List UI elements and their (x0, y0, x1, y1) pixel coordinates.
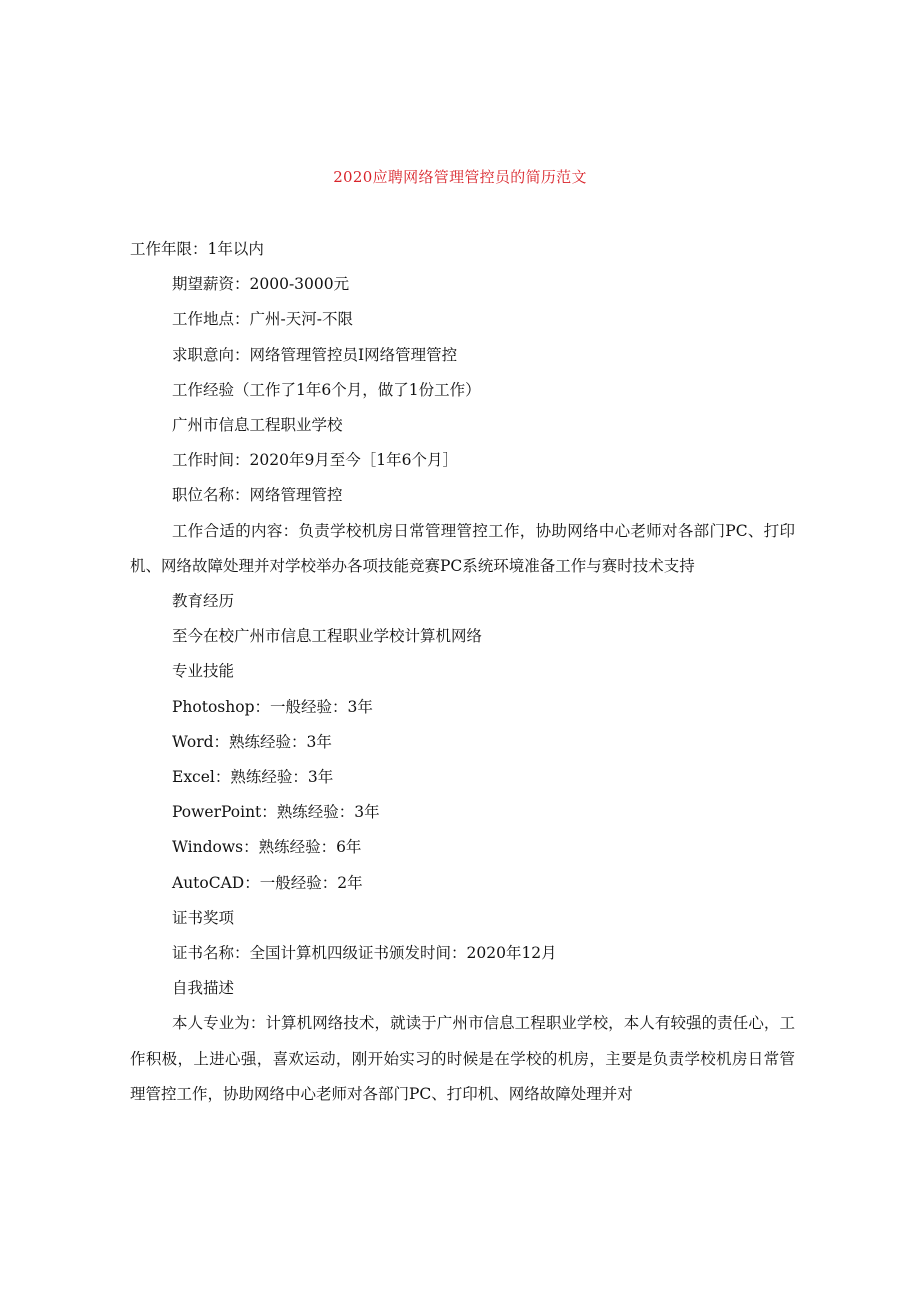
skill-item: AutoCAD：一般经验：2年 (172, 873, 363, 892)
job-intention-line: 求职意向：网络管理管控员I网络管理管控 (172, 345, 458, 364)
education-detail: 至今在校广州市信息工程职业学校计算机网络 (172, 627, 483, 646)
skill-item: Photoshop：一般经验：3年 (172, 697, 373, 716)
job-content-paragraph: 工作合适的内容：负责学校机房日常管理管控工作，协助网络中心老师对各部门PC、打印机、网络故障处理并对学校举办各项技能竞赛PC系统环境准备工作与赛时技术支持 (130, 521, 795, 575)
education-heading: 教育经历 (172, 592, 235, 611)
skill-item: Word：熟练经验：3年 (172, 732, 332, 751)
skill-item: Windows：熟练经验：6年 (172, 838, 362, 857)
self-description-heading: 自我描述 (172, 979, 235, 998)
work-years-line: 工作年限：1年以内 (130, 240, 264, 258)
skills-heading: 专业技能 (172, 662, 235, 681)
self-description-paragraph: 本人专业为：计算机网络技术，就读于广州市信息工程职业学校，本人有较强的责任心，工作积极，上进心强，喜欢运动，刚开始实习的时候是在学校的机房，主要是负责学校机房日常管理管控工作，协助网络中心老师对各部门PC、打印机、网络故障处理并对 (130, 1014, 795, 1103)
work-experience-line: 工作经验（工作了1年6个月，做了1份工作） (172, 380, 481, 399)
employer-line: 广州市信息工程职业学校 (172, 416, 343, 435)
skill-item: PowerPoint：熟练经验：3年 (172, 803, 380, 822)
skill-item: Excel：熟练经验：3年 (172, 768, 334, 787)
resume-body (130, 232, 795, 1112)
position-title-line: 职位名称：网络管理管控 (172, 486, 343, 505)
certificates-heading: 证书奖项 (172, 908, 235, 927)
document-title: 2020应聘网络管理管控员的简历范文 (333, 168, 587, 186)
expected-salary-line: 期望薪资：2000-3000元 (172, 275, 350, 294)
certificate-detail: 证书名称：全国计算机四级证书颁发时间：2020年12月 (172, 944, 557, 963)
work-period-line: 工作时间：2020年9月至今［1年6个月］ (172, 451, 459, 470)
work-location-line: 工作地点：广州-天河-不限 (172, 310, 353, 329)
